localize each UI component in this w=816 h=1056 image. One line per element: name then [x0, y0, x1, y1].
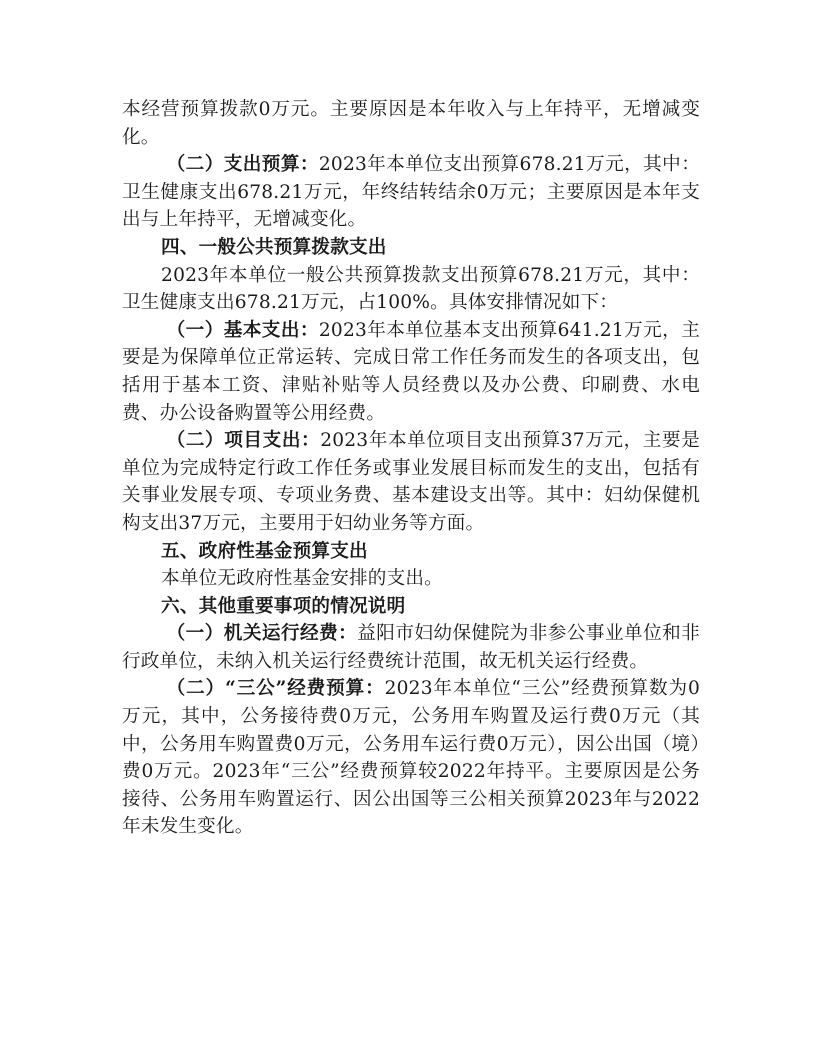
paragraph-income-tail: 本经营预算拨款0万元。主要原因是本年收入与上年持平，无增减变化。 — [122, 99, 700, 148]
paragraph-body: 益阳市妇幼保健院为非参公事业单位和非行政单位，未纳入机关运行经费统计范围，故无机关运行经费。 — [122, 623, 700, 672]
paragraph-body: 2023年本单位“三公”经费预算数为0万元，其中，公务接待费0万元，公务用车购置及运行费0万元（其中，公务用车购置费0万元，公务用车运行费0万元），因公出国（境）费0万元。2023年“三公”经费预算较2022年持平。主要原因是公务接待、公务用车购置运行、因公出国等三公相关预算2023年与2022年未发生变化。 — [122, 678, 700, 838]
paragraph-body: 2023年本单位项目支出预算37万元，主要是单位为完成特定行政工作任务或事业发展目标而发生的支出，包括有关事业发展专项、专项业务费、基本建设支出等。其中：妇幼保健机构支出37万元，主要用于妇幼业务等方面。 — [122, 430, 700, 534]
paragraph-three-public-expenses — [122, 675, 700, 841]
paragraph-fund-budget: 本单位无政府性基金安排的支出。 — [161, 568, 443, 590]
paragraph-lead: （二）项目支出： — [166, 430, 321, 452]
document-page — [122, 96, 700, 841]
paragraph-lead: （二）“三公”经费预算： — [166, 678, 385, 700]
paragraph-body: 2023年本单位基本支出预算641.21万元，主要是为保障单位正常运转、完成日常工作任务而发生的各项支出，包括用于基本工资、津贴补贴等人员经费以及办公费、印刷费、水电费、办公设备购置等公用经费。 — [122, 319, 700, 424]
section-heading-6: 六、其他重要事项的情况说明 — [161, 595, 406, 617]
paragraph-project-expenditure — [122, 427, 700, 537]
section-heading-4: 四、一般公共预算拨款支出 — [161, 236, 387, 258]
paragraph-general-budget: 2023年本单位一般公共预算拨款支出预算678.21万元，其中：卫生健康支出678.21万元，占100%。具体安排情况如下： — [122, 264, 700, 314]
paragraph-lead: （二）支出预算： — [166, 154, 319, 176]
paragraph-expenditure-budget — [122, 151, 700, 234]
paragraph-lead: （一）基本支出： — [166, 319, 319, 341]
paragraph-lead: （一）机关运行经费： — [166, 623, 358, 645]
paragraph-body: 2023年本单位支出预算678.21万元，其中：卫生健康支出678.21万元，年终结转结余0万元；主要原因是本年支出与上年持平，无增减变化。 — [122, 154, 700, 231]
paragraph-basic-expenditure — [122, 317, 700, 427]
paragraph-operating-expense — [122, 620, 700, 675]
section-heading-5: 五、政府性基金预算支出 — [161, 540, 368, 562]
